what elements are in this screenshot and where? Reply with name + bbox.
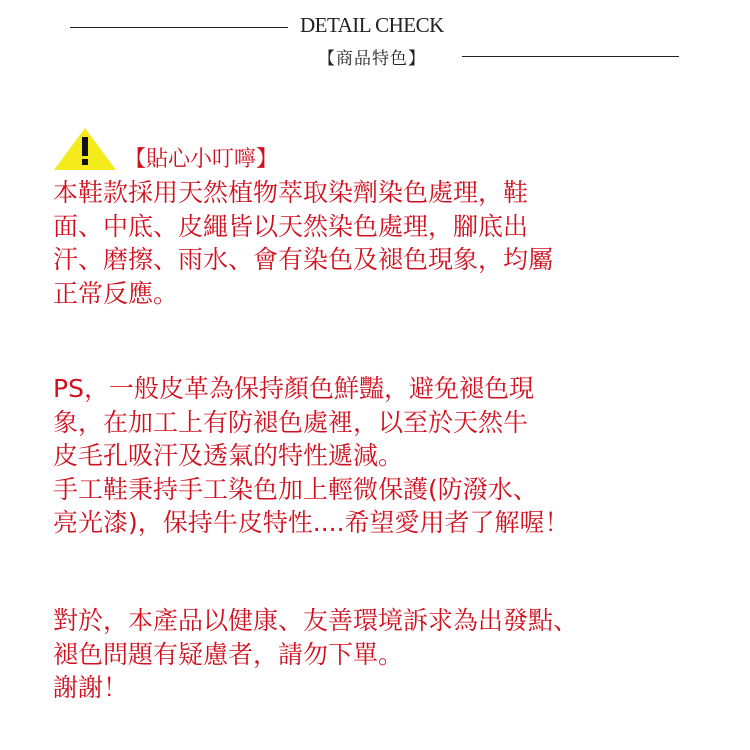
text-line: 手工鞋秉持手工染色加上輕微保護(防潑水、: [53, 474, 538, 504]
notice-title: 【貼心小叮嚀】: [124, 147, 279, 172]
header-divider-left: [70, 27, 288, 28]
text-line: 對於，本產品以健康、友善環境訴求為出發點、: [53, 606, 579, 635]
header-divider-right: [462, 56, 679, 57]
text-line: 象，在加工上有防褪色處裡，以至於天然牛: [53, 407, 529, 437]
text-line: 亮光漆)，保持牛皮特性....希望愛用者了解喔！: [53, 508, 570, 538]
text-line: 皮毛孔吸汗及透氣的特性遞減。: [53, 441, 404, 471]
header-subtitle: 【商品特色】: [318, 49, 426, 69]
notice-paragraph-ps: [53, 372, 743, 540]
header-title: DETAIL CHECK: [300, 13, 444, 37]
text-line: 本鞋款採用天然植物萃取染劑染色處理，鞋: [53, 178, 529, 207]
text-line: 謝謝！: [53, 673, 129, 703]
text-line: 汗、磨擦、雨水、會有染色及褪色現象，均屬: [53, 245, 554, 275]
text-line: 褪色問題有疑慮者，請勿下單。: [53, 639, 404, 669]
notice-paragraph-dye: [53, 176, 743, 310]
text-line: PS，一般皮革為保持顏色鮮豔，避免褪色現: [53, 374, 534, 403]
text-line: 面、中底、皮繩皆以天然染色處理，腳底出: [53, 211, 529, 241]
warning-triangle-icon: [52, 126, 118, 172]
text-line: 正常反應。: [53, 278, 179, 308]
notice-paragraph-closing: [53, 604, 743, 705]
